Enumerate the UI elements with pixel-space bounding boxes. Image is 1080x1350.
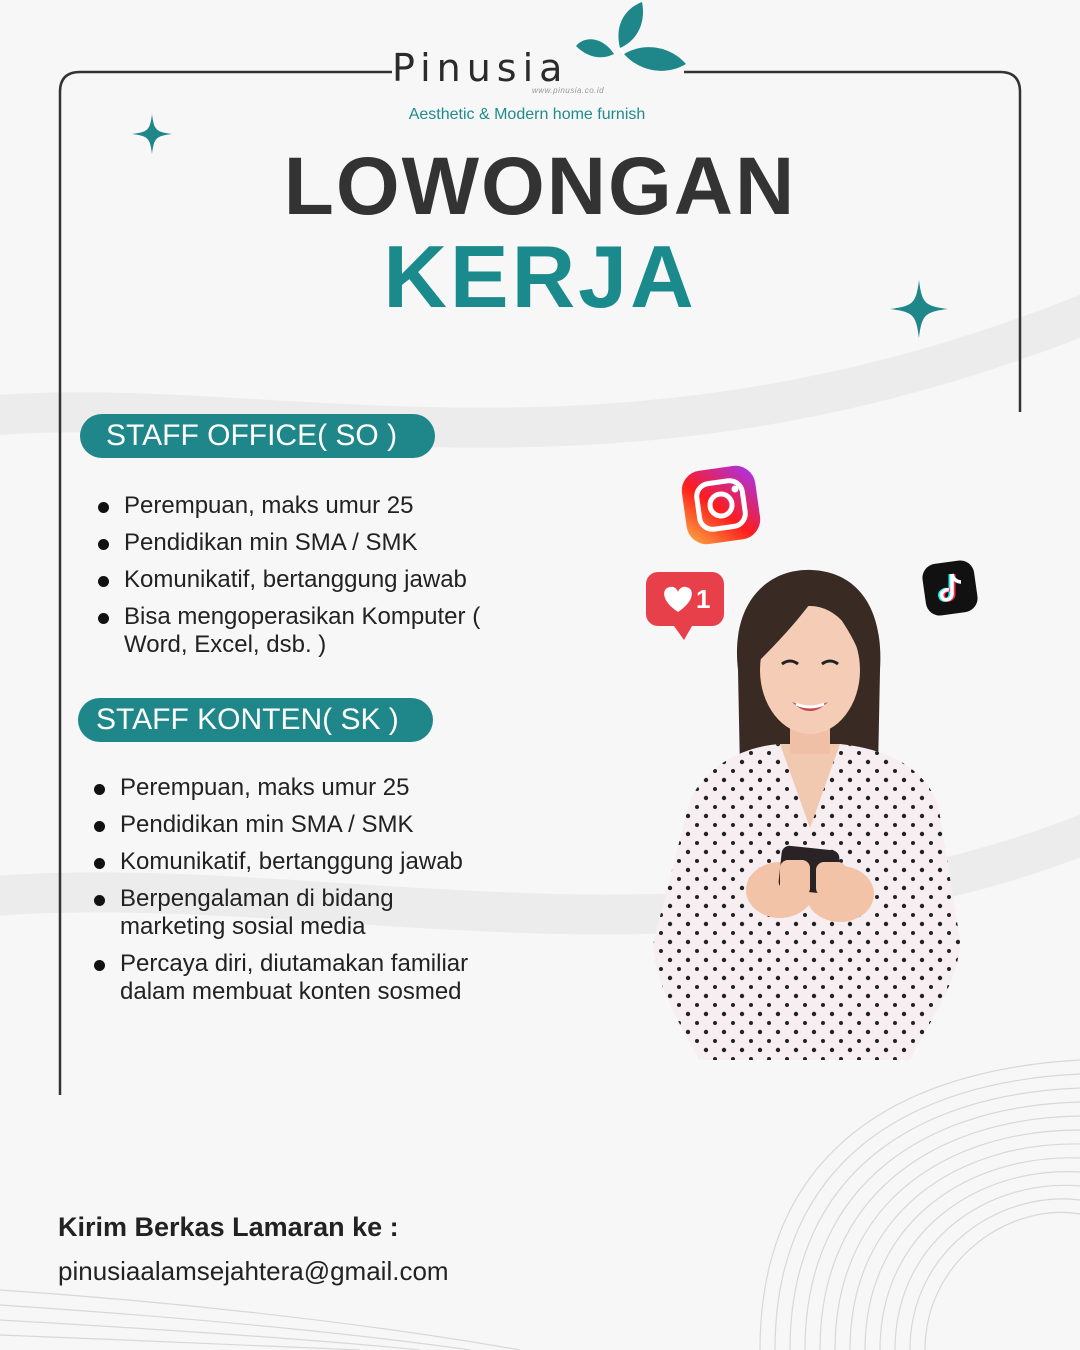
requirements-list-staff-konten <box>94 774 534 1015</box>
list-item: Percaya diri, diutamakan familiar dalam membuat konten sosmed <box>94 950 520 1006</box>
contact-label: Kirim Berkas Lamaran ke : <box>58 1212 399 1242</box>
woman-holding-phone-photo <box>630 560 990 1060</box>
instagram-icon <box>680 464 762 546</box>
leaf-logo-icon <box>574 2 690 82</box>
contact-email[interactable]: pinusiaalamsejahtera@gmail.com <box>58 1256 449 1286</box>
list-item: Perempuan, maks umur 25 <box>94 774 534 802</box>
bullet-icon <box>98 502 109 513</box>
brand-logo-text: Pinusia <box>392 46 569 90</box>
brand-tagline: Aesthetic & Modern home furnish <box>408 106 646 123</box>
list-item: Komunikatif, bertanggung jawab <box>94 848 534 876</box>
list-item: Perempuan, maks umur 25 <box>98 492 538 520</box>
bullet-icon <box>94 895 105 906</box>
headline-line-1: LOWONGAN <box>283 141 797 232</box>
position-title-staff-office: STAFF OFFICE( SO ) <box>80 414 435 458</box>
list-item: Pendidikan min SMA / SMK <box>94 811 534 839</box>
like-count: 1 <box>696 584 711 614</box>
bullet-icon <box>94 858 105 869</box>
list-item: Bisa mengoperasikan Komputer ( Word, Excel, dsb. ) <box>98 603 524 659</box>
bullet-icon <box>98 613 109 624</box>
position-title-staff-konten: STAFF KONTEN( SK ) <box>78 698 433 742</box>
brand-url: www.pinusia.co.id <box>532 86 605 95</box>
bullet-icon <box>98 576 109 587</box>
list-item: Komunikatif, bertanggung jawab <box>98 566 538 594</box>
requirements-list-staff-office <box>98 492 538 668</box>
sparkle-icon <box>132 114 172 154</box>
list-item: Pendidikan min SMA / SMK <box>98 529 538 557</box>
bullet-icon <box>94 821 105 832</box>
list-item: Berpengalaman di bidang marketing sosial media <box>94 885 450 941</box>
bullet-icon <box>94 960 105 971</box>
headline-line-2: KERJA <box>383 227 697 326</box>
bullet-icon <box>94 784 105 795</box>
bullet-icon <box>98 539 109 550</box>
